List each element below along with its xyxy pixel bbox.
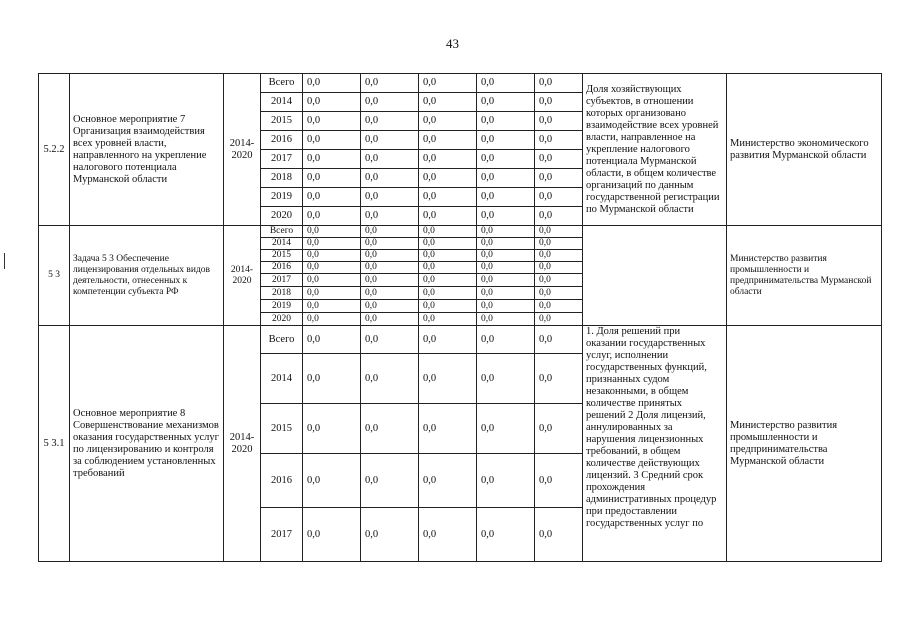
value-cell: 0,0 — [535, 250, 583, 262]
value-cell: 0,0 — [419, 354, 477, 404]
value-cell: 0,0 — [419, 404, 477, 454]
value-cell: 0,0 — [477, 188, 535, 207]
value-cell: 0,0 — [303, 313, 361, 326]
year-cell: 2017 — [261, 508, 303, 562]
value-cell: 0,0 — [477, 150, 535, 169]
section-period: 2014-2020 — [224, 74, 261, 226]
section-code: 5.2.2 — [39, 74, 70, 226]
value-cell: 0,0 — [303, 169, 361, 188]
value-cell: 0,0 — [419, 93, 477, 112]
value-cell: 0,0 — [303, 404, 361, 454]
year-cell: 2019 — [261, 300, 303, 313]
value-cell: 0,0 — [477, 93, 535, 112]
year-cell: 2015 — [261, 404, 303, 454]
value-cell: 0,0 — [361, 238, 419, 250]
value-cell: 0,0 — [419, 112, 477, 131]
value-cell: 0,0 — [303, 238, 361, 250]
section-period: 2014-2020 — [224, 226, 261, 326]
value-cell: 0,0 — [477, 169, 535, 188]
value-cell: 0,0 — [477, 454, 535, 508]
value-cell: 0,0 — [419, 274, 477, 287]
value-cell: 0,0 — [303, 326, 361, 354]
value-cell: 0,0 — [361, 169, 419, 188]
value-cell: 0,0 — [535, 354, 583, 404]
value-cell: 0,0 — [361, 250, 419, 262]
value-cell: 0,0 — [477, 287, 535, 300]
value-cell: 0,0 — [419, 262, 477, 274]
value-cell: 0,0 — [535, 226, 583, 238]
year-cell: 2017 — [261, 274, 303, 287]
value-cell: 0,0 — [303, 354, 361, 404]
table-row — [39, 74, 882, 93]
value-cell: 0,0 — [303, 300, 361, 313]
value-cell: 0,0 — [419, 74, 477, 93]
year-cell: 2018 — [261, 169, 303, 188]
value-cell: 0,0 — [535, 188, 583, 207]
value-cell: 0,0 — [477, 262, 535, 274]
value-cell: 0,0 — [419, 454, 477, 508]
indicator-cell: 1. Доля решений при оказании государственных услуг, исполнении государственных функций, признанных судом незаконными, в общем количестве принятых решений 2 Доля лицензий, аннулированных за нарушения лицензионных требований, в общем количестве действующих лицензий. 3 Средний срок прохождения административных процедур при предоставлении государственных услуг по — [583, 326, 727, 562]
value-cell: 0,0 — [361, 74, 419, 93]
value-cell: 0,0 — [361, 454, 419, 508]
value-cell: 0,0 — [361, 313, 419, 326]
year-cell: 2015 — [261, 250, 303, 262]
table-row — [39, 326, 882, 354]
value-cell: 0,0 — [303, 93, 361, 112]
value-cell: 0,0 — [303, 274, 361, 287]
value-cell: 0,0 — [477, 508, 535, 562]
value-cell: 0,0 — [419, 508, 477, 562]
year-cell: 2019 — [261, 188, 303, 207]
executor-cell: Министерство развития промышленности и предпринимательства Мурманской области — [727, 326, 882, 562]
value-cell: 0,0 — [419, 250, 477, 262]
value-cell: 0,0 — [535, 112, 583, 131]
value-cell: 0,0 — [477, 207, 535, 226]
value-cell: 0,0 — [477, 131, 535, 150]
value-cell: 0,0 — [535, 404, 583, 454]
value-cell: 0,0 — [303, 508, 361, 562]
year-cell: 2020 — [261, 313, 303, 326]
value-cell: 0,0 — [361, 326, 419, 354]
value-cell: 0,0 — [361, 188, 419, 207]
year-cell: 2016 — [261, 454, 303, 508]
year-cell: 2016 — [261, 262, 303, 274]
value-cell: 0,0 — [361, 93, 419, 112]
section-name: Основное мероприятие 8 Совершенствование механизмов оказания государственных услуг по лицензированию и контроля за соблюдением установленных требований — [70, 326, 224, 562]
section-period: 2014-2020 — [224, 326, 261, 562]
executor-cell: Министерство экономического развития Мурманской области — [727, 74, 882, 226]
value-cell: 0,0 — [303, 262, 361, 274]
indicator-cell: Доля хозяйствующих субъектов, в отношении которых организовано взаимодействие всех уровней власти, направленное на укрепление налогового потенциала Мурманской области, в общем количестве организаций по данным государственной регистрации по Мурманской области — [583, 74, 727, 226]
executor-cell: Министерство развития промышленности и предпринимательства Мурманской области — [727, 226, 882, 326]
value-cell: 0,0 — [303, 188, 361, 207]
section-code: 5 3.1 — [39, 326, 70, 562]
year-cell: 2014 — [261, 93, 303, 112]
value-cell: 0,0 — [303, 74, 361, 93]
value-cell: 0,0 — [477, 250, 535, 262]
value-cell: 0,0 — [303, 150, 361, 169]
value-cell: 0,0 — [535, 238, 583, 250]
value-cell: 0,0 — [361, 131, 419, 150]
value-cell: 0,0 — [535, 508, 583, 562]
value-cell: 0,0 — [419, 226, 477, 238]
value-cell: 0,0 — [535, 313, 583, 326]
value-cell: 0,0 — [303, 207, 361, 226]
value-cell: 0,0 — [303, 454, 361, 508]
value-cell: 0,0 — [477, 226, 535, 238]
value-cell: 0,0 — [361, 404, 419, 454]
value-cell: 0,0 — [535, 274, 583, 287]
indicator-cell — [583, 226, 727, 326]
value-cell: 0,0 — [477, 404, 535, 454]
year-cell: 2020 — [261, 207, 303, 226]
value-cell: 0,0 — [419, 287, 477, 300]
value-cell: 0,0 — [419, 188, 477, 207]
value-cell: 0,0 — [535, 326, 583, 354]
year-cell: 2014 — [261, 354, 303, 404]
value-cell: 0,0 — [303, 226, 361, 238]
value-cell: 0,0 — [361, 207, 419, 226]
section-name: Основное мероприятие 7 Организация взаимодействия всех уровней власти, направленного на укрепление налогового потенциала Мурманской области — [70, 74, 224, 226]
value-cell: 0,0 — [535, 454, 583, 508]
value-cell: 0,0 — [535, 93, 583, 112]
value-cell: 0,0 — [361, 287, 419, 300]
section-code: 5 3 — [39, 226, 70, 326]
value-cell: 0,0 — [477, 326, 535, 354]
table-row — [39, 226, 882, 238]
value-cell: 0,0 — [477, 238, 535, 250]
value-cell: 0,0 — [361, 226, 419, 238]
value-cell: 0,0 — [535, 131, 583, 150]
value-cell: 0,0 — [303, 131, 361, 150]
year-cell: 2015 — [261, 112, 303, 131]
value-cell: 0,0 — [477, 274, 535, 287]
value-cell: 0,0 — [361, 112, 419, 131]
page-number: 43 — [446, 36, 459, 51]
value-cell: 0,0 — [361, 262, 419, 274]
year-cell: 2016 — [261, 131, 303, 150]
value-cell: 0,0 — [477, 354, 535, 404]
value-cell: 0,0 — [535, 300, 583, 313]
value-cell: 0,0 — [419, 326, 477, 354]
value-cell: 0,0 — [535, 207, 583, 226]
value-cell: 0,0 — [419, 207, 477, 226]
value-cell: 0,0 — [535, 262, 583, 274]
value-cell: 0,0 — [535, 150, 583, 169]
value-cell: 0,0 — [361, 508, 419, 562]
value-cell: 0,0 — [477, 300, 535, 313]
value-cell: 0,0 — [303, 112, 361, 131]
value-cell: 0,0 — [361, 274, 419, 287]
value-cell: 0,0 — [419, 300, 477, 313]
value-cell: 0,0 — [419, 150, 477, 169]
value-cell: 0,0 — [419, 238, 477, 250]
value-cell: 0,0 — [361, 300, 419, 313]
value-cell: 0,0 — [303, 287, 361, 300]
year-cell: 2018 — [261, 287, 303, 300]
year-cell: Всего — [261, 326, 303, 354]
value-cell: 0,0 — [419, 169, 477, 188]
value-cell: 0,0 — [303, 250, 361, 262]
program-table — [38, 73, 882, 562]
year-cell: 2017 — [261, 150, 303, 169]
year-cell: Всего — [261, 226, 303, 238]
value-cell: 0,0 — [361, 354, 419, 404]
value-cell: 0,0 — [419, 131, 477, 150]
year-cell: 2014 — [261, 238, 303, 250]
value-cell: 0,0 — [477, 74, 535, 93]
section-name: Задача 5 3 Обеспечение лицензирования отдельных видов деятельности, отнесенных к компетенции субъекта РФ — [70, 226, 224, 326]
value-cell: 0,0 — [419, 313, 477, 326]
value-cell: 0,0 — [477, 112, 535, 131]
margin-mark — [4, 253, 5, 269]
value-cell: 0,0 — [361, 150, 419, 169]
value-cell: 0,0 — [535, 287, 583, 300]
year-cell: Всего — [261, 74, 303, 93]
value-cell: 0,0 — [535, 74, 583, 93]
value-cell: 0,0 — [477, 313, 535, 326]
value-cell: 0,0 — [535, 169, 583, 188]
